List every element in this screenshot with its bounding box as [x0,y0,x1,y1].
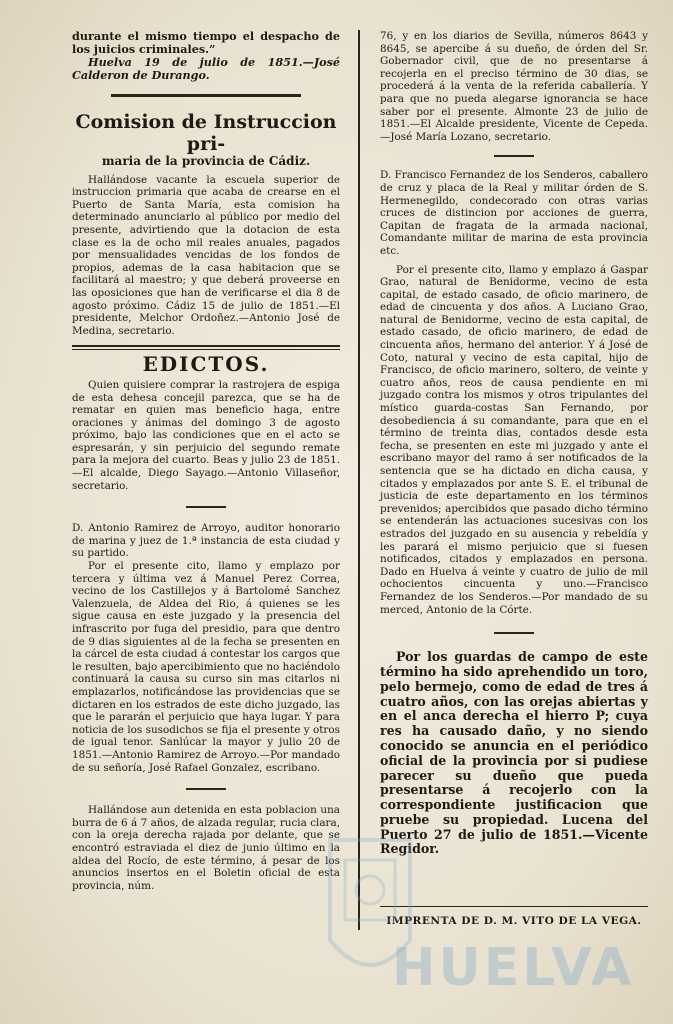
closing-signature: Huelva 19 de julio de 1851.—José Calderon de Durango. [72,55,340,82]
fernandez-intro: D. Francisco Fernandez de los Senderos, caballero de cruz y placa de la Real y militar órden de S. Hermenegildo, condecorado con otras varias cruces de distincion por acciones de guerra, Capitan de fragata de la armada nacional, Comandante militar de marina de esta provincia etc. [380,169,648,257]
ramirez-body: Por el presente cito, llamo y emplazo por tercera y última vez á Manuel Perez Correa, vecino de los Castillejos y á Bartolomé Sanchez Valenzuela, de Aldea del Rio, á quienes se les sigue causa en este juzgado y la presencia del infrascrito por fuga del presidio, para que dentro de 9 dias siguientes al de la fecha se presenten en la cárcel de esta ciudad á contestar los cargos que le resulten, bajo apercibimiento que no haciéndolo continuará la causa su curso sin mas citarlos ni emplazarlos, notificándose las providencias que se dictaren en los estrados de este dicho juzgado, las que le pararán el perjuicio que haya lugar. Y para noticia de los susodichos se fija el presente y otros de igual tenor. Sanlúcar la mayor y julio 20 de 1851.—Antonio Ramirez de Arroyo.—Por mandado de su señoría, José Rafael Gonzalez, escribano. [72,560,340,774]
section-rule [111,94,301,97]
column-divider [358,30,360,930]
burra-body: Hallándose aun detenida en esta poblacion una burra de 6 á 7 años, de alzada regular, rucia clara, con la oreja derecha rajada por delante, que se encontró estraviada el diez de junio último en la aldea del Rocío, de este término, á pesar de los anuncios insertos en el Boletin oficial de esta provincia, núm. [72,804,340,892]
right-column [380,30,648,857]
separator-dash [494,155,534,157]
imprenta-footer: IMPRENTA DE D. M. VITO DE LA VEGA. [380,906,648,927]
fernandez-body: Por el presente cito, llamo y emplazo á Gaspar Grao, natural de Benidorme, vecino de esta capital, de estado casado, de oficio marinero, de edad de cincuenta y dos años. A Luciano Grao, natural de Benidorme, vecino de esta capital, de estado casado, de oficio marinero, de edad de cincuenta años, hermano del anterior. Y á José de Coto, natural y vecino de esta capital, hijo de Francisco, de oficio marinero, soltero, de veinte y cuatro años, reos de causa pendiente en mi juzgado contra los mismos y otros tripulantes del místico guarda-costas San Fernando, por desobediencia á su comandante, para que en el término de treinta dias, contados desde esta fecha, se presenten en este mi juzgado y ante el escribano mayor del ramo á ser notificados de la sentencia que se ha dictado en dicha causa, y citados y emplazados por ante S. E. el tribunal de justicia de este departamento en los términos prevenidos; apercibidos que pasado dicho término se entenderán las actuaciones sucesivas con los estrados del juzgado en su ausencia y rebeldía y les parará el mismo perjuicio que si fuesen notificados, citados y emplazados en persona. Dado en Huelva á veinte y cuatro de julio de mil ochocientos cincuenta y uno.—Francisco Fernandez de los Senderos.—Por mandado de su merced, Antonio de la Córte. [380,263,648,616]
edictos-rule [72,345,340,350]
separator-dash [186,506,226,508]
comision-subtitle: maria de la provincia de Cádiz. [101,154,311,168]
ramirez-intro: D. Antonio Ramirez de Arroyo, auditor honorario de marina y juez de 1.ª instancia de esta ciudad y su partido. [72,522,340,560]
edicto-rastrojera: Quien quisiere comprar la rastrojera de espiga de esta dehesa concejil parezca, que se ha de rematar en quien mas beneficio haga, entre oraciones y ánimas del domingo 3 de agosto próximo, bajo las condiciones que en el acto se espresarán, y sin perjuicio del segundo remate para la mejora del cuarto. Beas y julio 23 de 1851.—El alcalde, Diego Sayago.—Antonio Villaseñor, secretario. [72,378,340,492]
edictos-title: EDICTOS. [142,352,270,377]
closing-paragraph: durante el mismo tiempo el despacho de los juicios criminales.” [72,29,340,56]
separator-dash [186,788,226,790]
comision-title: Comision de Instruccion pri- [75,111,337,155]
watermark-text: HUELVA [392,938,635,998]
left-column [72,30,340,892]
toro-notice: Por los guardas de campo de este término ha sido aprehendido un toro, pelo bermejo, como de edad de tres á cuatro años, con las orejas abiertas y en el anca derecha el hierro P; cuya res ha causado daño, y no siendo conocido se anuncia en el periódico oficial de la provincia por si pudiese parecer su dueño que pueda presentarse á recojerlo con la correspondiente justificacion que pruebe su propiedad. Lucena del Puerto 27 de julio de 1851.—Vicente Regidor. [380,649,648,857]
separator-dash [494,632,534,634]
comision-body: Hallándose vacante la escuela superior de instruccion primaria que acaba de crearse en el Puerto de Santa María, esta comision ha determinado anunciarlo al público por medio del presente, advirtiendo que la dotacion de esta clase es la de ocho mil reales anuales, pagados por mensualidades vencidas de los fondos de propios, ademas de la casa habitacion que se facilitará al maestro; y que deberá proveerse en las oposiciones que han de verificarse el dia 8 de agosto próximo. Cádiz 15 de julio de 1851.—El presidente, Melchor Ordoñez.—Antonio José de Medina, secretario. [72,173,340,337]
burra-continuation: 76, y en los diarios de Sevilla, números 8643 y 8645, se apercibe á su dueño, de órden del Sr. Gobernador civil, que de no presentarse á recojerla en el preciso término de 30 dias, se procederá á la venta de la referida caballería. Y para que no pueda alegarse ignorancia se hace saber por el presente. Almonte 23 de julio de 1851.—El Alcalde presidente, Vicente de Cepeda.—José María Lozano, secretario. [380,30,648,143]
